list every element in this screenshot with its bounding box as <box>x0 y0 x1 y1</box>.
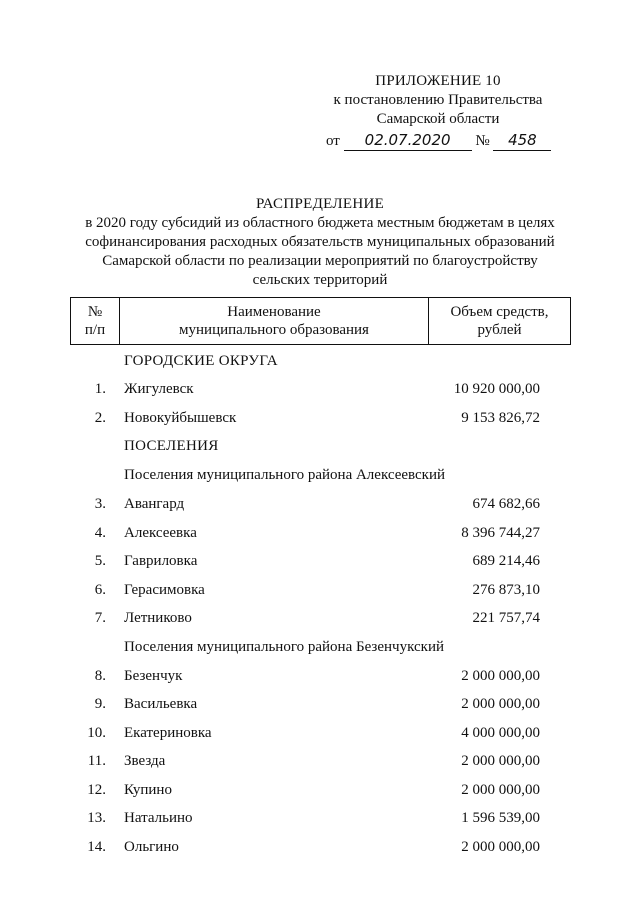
header-sum <box>429 298 570 344</box>
header-name-line-1: Наименование <box>227 304 321 320</box>
appendix-block <box>318 72 558 151</box>
row-num: 14. <box>87 839 106 855</box>
row-name: Екатериновка <box>124 725 212 741</box>
row-num: 3. <box>94 496 106 512</box>
header-num <box>71 298 120 344</box>
table-row <box>70 347 571 375</box>
row-name: ГОРОДСКИЕ ОКРУГА <box>124 353 278 369</box>
row-name: Авангард <box>124 496 185 512</box>
row-name: Купино <box>124 782 172 798</box>
row-name: Новокуйбышевск <box>124 410 237 426</box>
header-sum-line-2: рублей <box>477 322 522 338</box>
row-sum: 689 214,46 <box>472 553 540 569</box>
header-num-line-1: № <box>87 304 103 320</box>
header-sum-line-1: Объем средств, <box>450 304 549 320</box>
row-name: Поселения муниципального района Алексеевский <box>124 467 446 483</box>
table-row <box>70 404 571 432</box>
table-row <box>70 576 571 604</box>
table-row <box>70 747 571 775</box>
heading-line-4: сельских территорий <box>252 272 388 288</box>
handwritten-number: 458 <box>493 131 551 151</box>
table-row <box>70 690 571 718</box>
appendix-title: ПРИЛОЖЕНИЕ 10 <box>375 73 501 89</box>
table-row <box>70 833 571 861</box>
row-sum: 8 396 744,27 <box>461 525 540 541</box>
row-name: Гавриловка <box>124 553 198 569</box>
row-sum: 9 153 826,72 <box>461 410 540 426</box>
row-sum: 2 000 000,00 <box>461 753 540 769</box>
row-sum: 221 757,74 <box>472 610 540 626</box>
row-sum: 2 000 000,00 <box>461 782 540 798</box>
row-name: Натальино <box>124 810 193 826</box>
row-num: 2. <box>94 410 106 426</box>
handwritten-date: 02.07.2020 <box>344 131 472 151</box>
header-num-line-2: п/п <box>84 322 106 338</box>
row-num: 13. <box>87 810 106 826</box>
table-row <box>70 519 571 547</box>
row-name: Ольгино <box>124 839 179 855</box>
table-row <box>70 776 571 804</box>
row-sum: 1 596 539,00 <box>461 810 540 826</box>
table-row <box>70 490 571 518</box>
row-sum: 2 000 000,00 <box>461 839 540 855</box>
row-num: 11. <box>87 753 106 769</box>
row-name: Безенчук <box>124 668 183 684</box>
appendix-line-1: к постановлению Правительства <box>333 92 543 108</box>
row-name: Летниково <box>124 610 192 626</box>
number-prefix: № <box>475 133 490 149</box>
appendix-dateline <box>318 131 558 151</box>
row-name: Поселения муниципального района Безенчукский <box>124 639 444 655</box>
row-num: 6. <box>94 582 106 598</box>
date-prefix: от <box>326 133 340 149</box>
row-name: ПОСЕЛЕНИЯ <box>124 438 219 454</box>
row-sum: 674 682,66 <box>472 496 540 512</box>
table-header <box>70 297 571 345</box>
table-row <box>70 432 571 460</box>
table-row <box>70 375 571 403</box>
row-name: Звезда <box>124 753 166 769</box>
heading-line-3: Самарской области по реализации мероприятий по благоустройству <box>102 253 538 269</box>
row-name: Жигулевск <box>124 381 194 397</box>
row-name: Герасимовка <box>124 582 205 598</box>
document-heading <box>70 195 570 290</box>
table-row <box>70 604 571 632</box>
row-name: Алексеевка <box>124 525 197 541</box>
row-sum: 2 000 000,00 <box>461 668 540 684</box>
table-row <box>70 719 571 747</box>
row-name: Васильевка <box>124 696 198 712</box>
table-row <box>70 804 571 832</box>
row-num: 9. <box>94 696 106 712</box>
appendix-line-2: Самарской области <box>376 111 500 127</box>
row-num: 5. <box>94 553 106 569</box>
table-row <box>70 461 571 489</box>
row-num: 7. <box>94 610 106 626</box>
row-num: 12. <box>87 782 106 798</box>
header-name-line-2: муниципального образования <box>179 322 369 338</box>
table-row <box>70 547 571 575</box>
row-num: 8. <box>94 668 106 684</box>
table-row <box>70 662 571 690</box>
heading-line-1: в 2020 году субсидий из областного бюджета местным бюджетам в целях <box>85 215 555 231</box>
row-num: 10. <box>87 725 106 741</box>
row-sum: 4 000 000,00 <box>461 725 540 741</box>
row-sum: 276 873,10 <box>472 582 540 598</box>
heading-line-2: софинансирования расходных обязательств муниципальных образований <box>85 234 555 250</box>
row-sum: 10 920 000,00 <box>453 381 540 397</box>
row-num: 4. <box>94 525 106 541</box>
row-sum: 2 000 000,00 <box>461 696 540 712</box>
row-num: 1. <box>94 381 106 397</box>
heading-title: РАСПРЕДЕЛЕНИЕ <box>255 196 385 212</box>
table-row <box>70 633 571 661</box>
header-name <box>120 298 429 344</box>
